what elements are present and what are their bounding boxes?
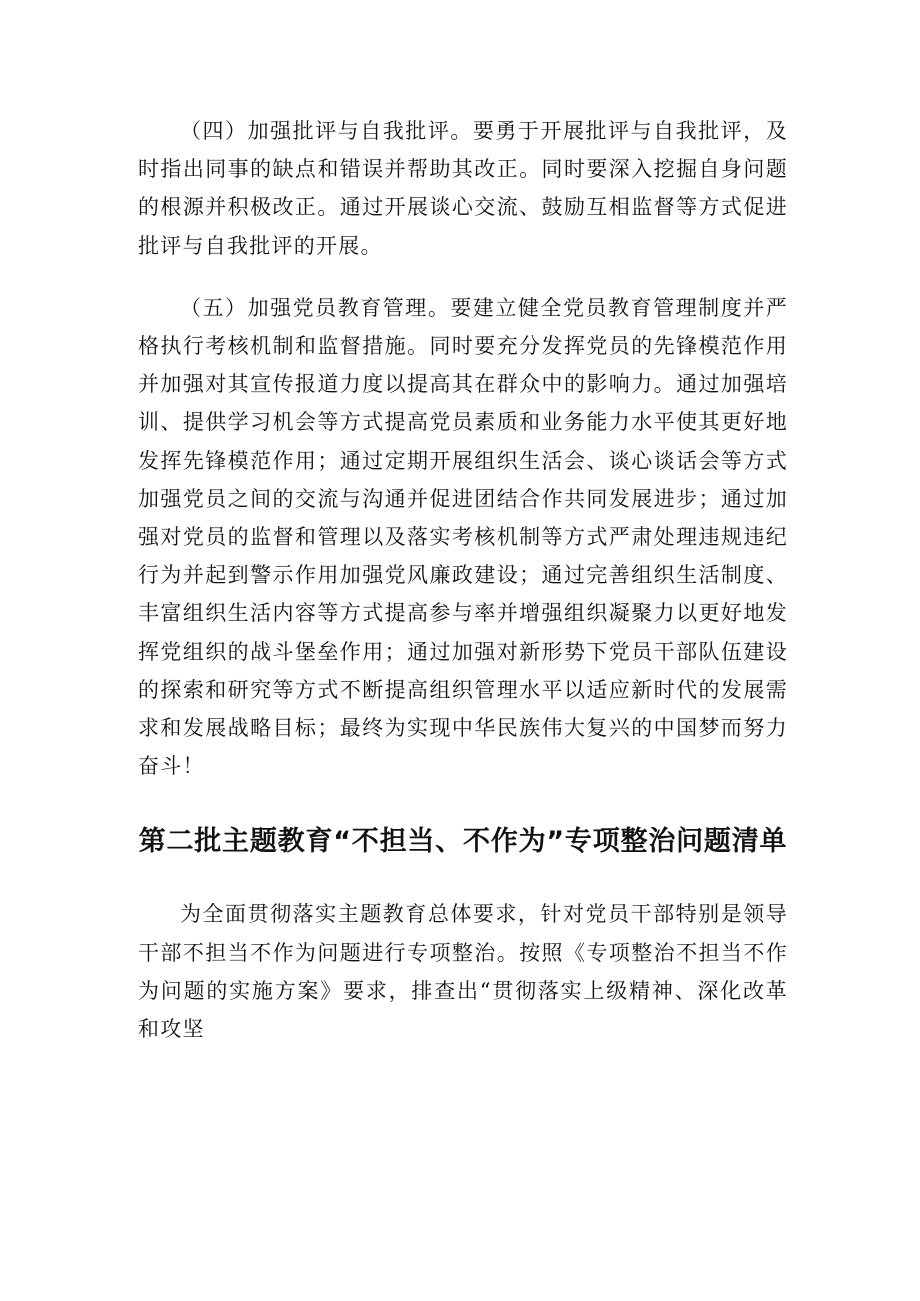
section-heading: 第二批主题教育“不担当、不作为”专项整治问题清单: [138, 826, 788, 858]
paragraph-criticism: （四）加强批评与自我批评。要勇于开展批评与自我批评，及时指出同事的缺点和错误并帮助其改正。同时要深入挖掘自身问题的根源并积极改正。通过开展谈心交流、鼓励互相监督等方式促进批评与自我批评的开展。: [138, 119, 788, 258]
paragraph-party-member-education: （五）加强党员教育管理。要建立健全党员教育管理制度并严格执行考核机制和监督措施。同时要充分发挥党员的先锋模范作用并加强对其宣传报道力度以提高其在群众中的影响力。通过加强培训、提供学习机会等方式提高党员素质和业务能力水平使其更好地发挥先锋模范作用；通过定期开展组织生活会、谈心谈话会等方式加强党员之间的交流与沟通并促进团结合作共同发展进步；通过加强对党员的监督和管理以及落实考核机制等方式严肃处理违规违纪行为并起到警示作用加强党风廉政建设；通过完善组织生活制度、丰富组织生活内容等方式提高参与率并增强组织凝聚力以更好地发挥党组织的战斗堡垒作用；通过加强对新形势下党员干部队伍建设的探索和研究等方式不断提高组织管理水平以适应新时代的发展需求和发展战略目标；最终为实现中华民族伟大复兴的中国梦而努力奋斗！: [138, 295, 788, 779]
document-page: [138, 112, 788, 1048]
paragraph-intro: 为全面贯彻落实主题教育总体要求，针对党员干部特别是领导干部不担当不作为问题进行专项整治。按照《专项整治不担当不作为问题的实施方案》要求，排查出“贯彻落实上级精神、深化改革和攻坚: [138, 902, 788, 1042]
